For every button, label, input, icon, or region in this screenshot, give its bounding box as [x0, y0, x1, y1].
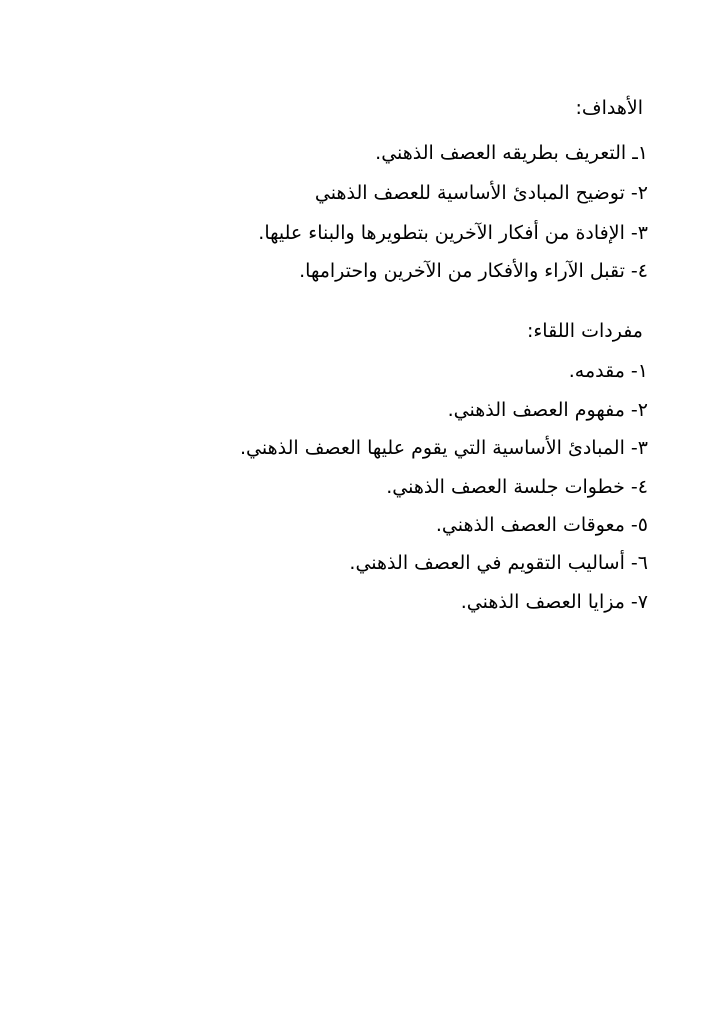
- session-item-3: ٣- المبادئ الأساسية التي يقوم عليها العصف الذهني.: [240, 437, 648, 459]
- session-item-6: ٦- أساليب التقويم في العصف الذهني.: [349, 552, 648, 574]
- session-item-7: ٧- مزايا العصف الذهني.: [460, 591, 648, 613]
- objective-item-3: ٣- الإفادة من أفكار الآخرين بتطويرها والبناء عليها.: [258, 222, 648, 244]
- session-item-1: ١- مقدمه.: [568, 360, 648, 382]
- objective-item-4: ٤- تقبل الآراء والأفكار من الآخرين واحترامها.: [299, 260, 648, 282]
- objectives-heading: الأهداف:: [575, 97, 643, 119]
- objective-item-1: ١ـ التعريف بطريقه العصف الذهني.: [375, 142, 648, 164]
- session-item-4: ٤- خطوات جلسة العصف الذهني.: [386, 476, 648, 498]
- session-item-5: ٥- معوقات العصف الذهني.: [435, 514, 648, 536]
- session-item-2: ٢- مفهوم العصف الذهني.: [447, 399, 648, 421]
- objective-item-2: ٢- توضيح المبادئ الأساسية للعصف الذهني: [314, 182, 648, 204]
- session-heading: مفردات اللقاء:: [526, 320, 643, 342]
